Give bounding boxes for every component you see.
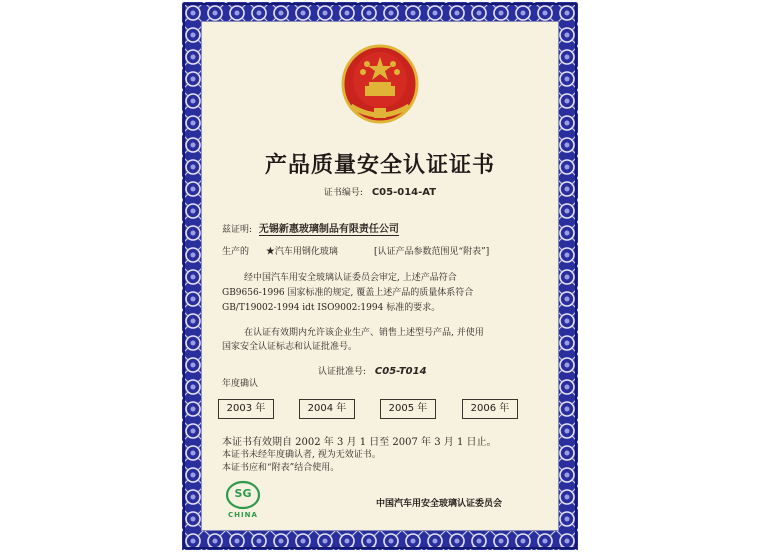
annual-confirm-label: 年度确认 bbox=[222, 379, 259, 389]
cert-no-value: C05-014-AT bbox=[371, 187, 437, 198]
year-box-2004: 2004 年 bbox=[299, 399, 355, 419]
sg-logo-letters: SG bbox=[234, 487, 252, 500]
para1-line1: 经中国汽车用安全玻璃认证委员会审定, 上述产品符合 bbox=[244, 273, 457, 283]
approval-label: 认证批准号: bbox=[318, 367, 367, 377]
holder-label: 兹证明: bbox=[222, 225, 253, 235]
certificate-title: 产品质量安全认证证书 bbox=[264, 153, 495, 178]
year-box-2003: 2003 年 bbox=[218, 399, 274, 419]
note-attachment: 本证书应和“附表”结合使用。 bbox=[222, 463, 340, 473]
para2-line1: 在认证有效期内允许该企业生产、销售上述型号产品, 并使用 bbox=[244, 328, 484, 338]
holder-name: 无锡新惠玻璃制品有限责任公司 bbox=[258, 224, 399, 235]
year-box-2005: 2005 年 bbox=[380, 399, 436, 419]
sg-logo-country: CHINA bbox=[228, 511, 258, 519]
validity-period: 本证书有效期自 2002 年 3 月 1 日至 2007 年 3 月 1 日止。 bbox=[222, 437, 497, 448]
note-annual: 本证书未经年度确认者, 视为无效证书。 bbox=[222, 450, 381, 460]
product-label: 生产的 bbox=[222, 247, 250, 257]
para1-line2: GB9656-1996 国家标准的规定, 覆盖上述产品的质量体系符合 bbox=[222, 288, 474, 298]
national-emblem-icon bbox=[341, 42, 419, 124]
sg-china-logo bbox=[220, 480, 266, 520]
product-note: [认证产品参数范围见“附表”] bbox=[374, 247, 490, 257]
product-name: ★汽车用钢化玻璃 bbox=[265, 247, 338, 257]
para2-line2: 国家安全认证标志和认证批准号。 bbox=[222, 342, 358, 352]
issuer-name: 中国汽车用安全玻璃认证委员会 bbox=[376, 499, 503, 509]
para1-line3: GB/T19002-1994 idt ISO9002:1994 标准的要求。 bbox=[222, 303, 441, 313]
approval-value: C05-T014 bbox=[374, 366, 427, 377]
cert-no-label: 证书编号: bbox=[323, 188, 363, 198]
year-box-2006: 2006 年 bbox=[462, 399, 518, 419]
certificate bbox=[182, 2, 578, 550]
